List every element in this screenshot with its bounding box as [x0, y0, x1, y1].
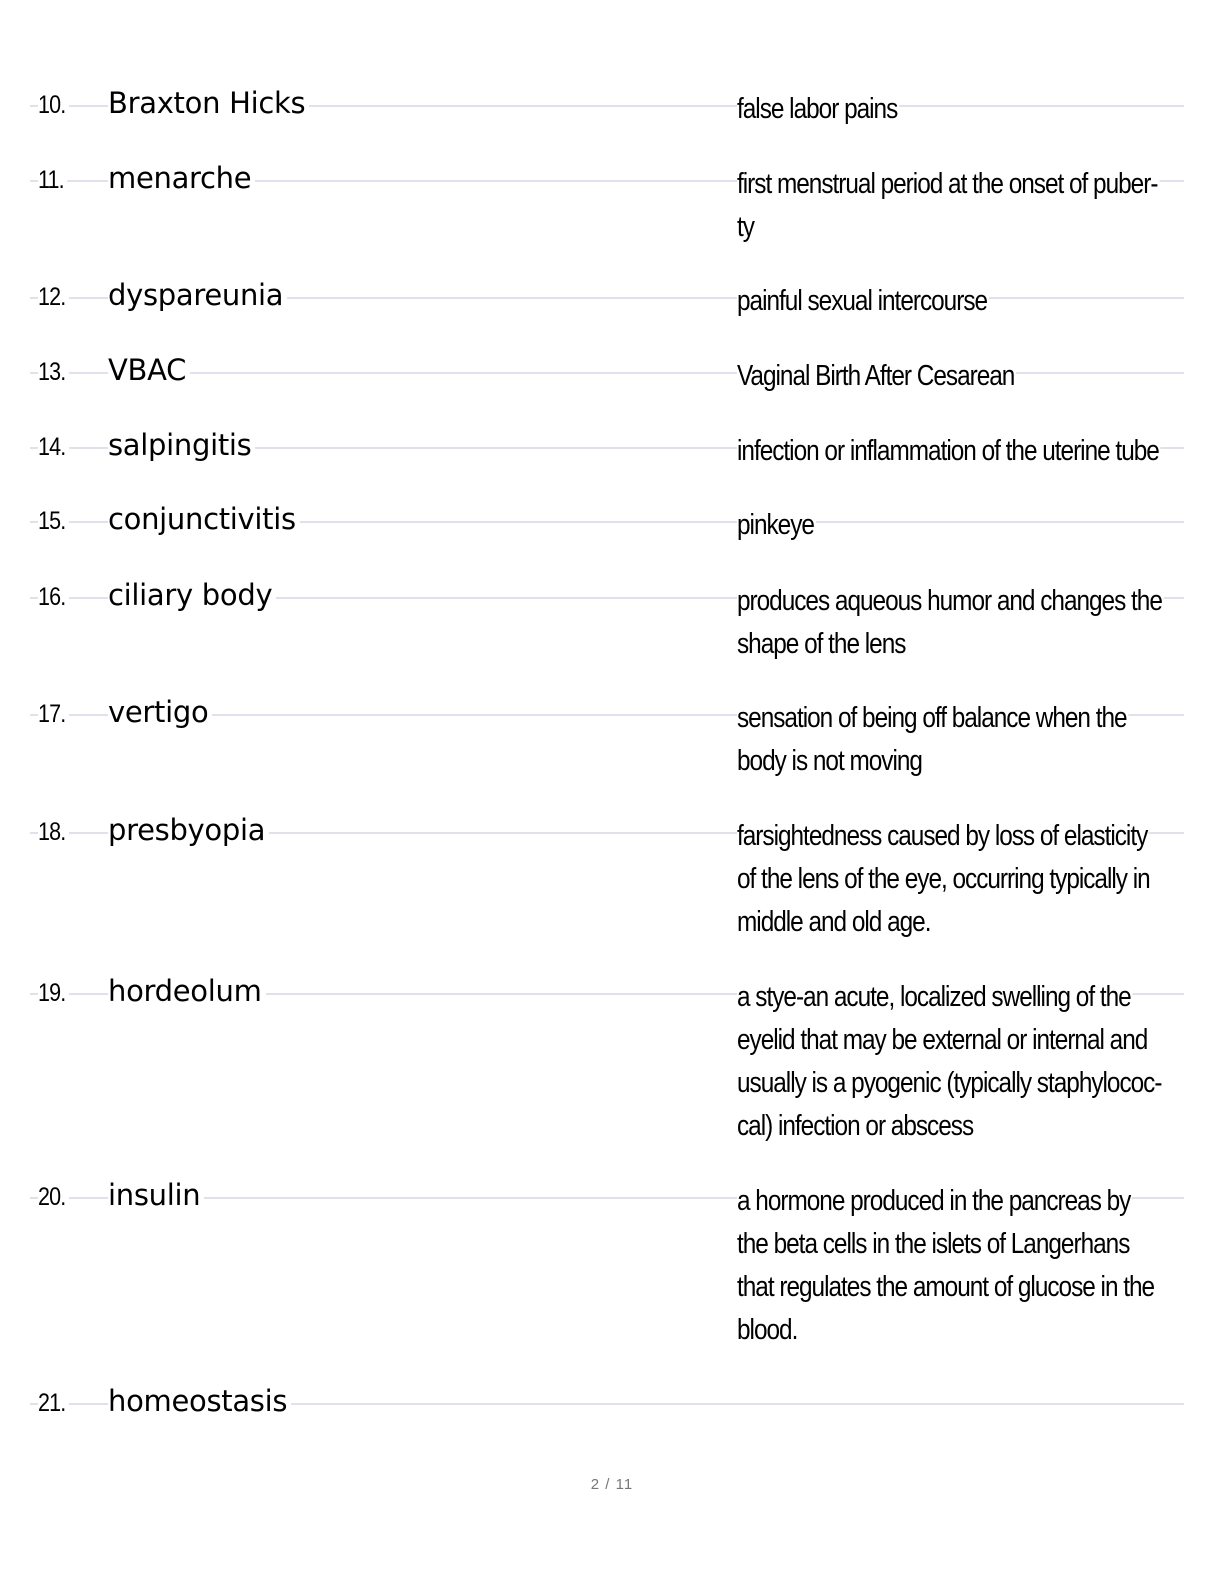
term-text: salpingitis	[108, 428, 255, 462]
definition-line: body is not moving	[737, 745, 922, 777]
definition-line: a stye-an acute, localized swelling of the	[737, 981, 1131, 1013]
term-number: 16.	[38, 582, 69, 612]
definition-line: false labor pains	[737, 93, 898, 125]
term-text: insulin	[108, 1178, 204, 1212]
term-number: 21.	[38, 1388, 69, 1418]
term-number: 11.	[38, 165, 67, 195]
definition-line: cal) infection or abscess	[737, 1110, 974, 1142]
term-text: ciliary body	[108, 578, 276, 612]
term-number: 17.	[38, 699, 69, 729]
definition-line: that regulates the amount of glucose in the	[737, 1271, 1155, 1303]
definition-text	[737, 976, 1174, 1148]
definition-line: pinkeye	[737, 509, 814, 541]
definition-line: middle and old age.	[737, 906, 931, 938]
definition-line: ty	[737, 211, 754, 243]
term-text: presbyopia	[108, 813, 269, 847]
definition-line: sensation of being off balance when the	[737, 702, 1127, 734]
definition-text	[737, 355, 1174, 398]
term-text: vertigo	[108, 695, 212, 729]
term-number: 18.	[38, 817, 69, 847]
definition-line: painful sexual intercourse	[737, 285, 988, 317]
definition-text	[737, 580, 1174, 666]
term-text: hordeolum	[108, 974, 266, 1008]
term-text: VBAC	[108, 353, 190, 387]
definition-line: farsightedness caused by loss of elasticity	[737, 820, 1148, 852]
definition-line: Vaginal Birth After Cesarean	[737, 360, 1015, 392]
term-number: 12.	[38, 282, 69, 312]
definition-line: first menstrual period at the onset of puber-	[737, 168, 1158, 200]
term-number: 13.	[38, 357, 69, 387]
definition-line: blood.	[737, 1314, 798, 1346]
term-text: menarche	[108, 161, 255, 195]
term-number: 15.	[38, 506, 69, 536]
term-number: 14.	[38, 432, 69, 462]
definition-text	[737, 1180, 1174, 1352]
term-number: 20.	[38, 1182, 69, 1212]
definition-text	[737, 88, 1174, 131]
term-text: conjunctivitis	[108, 502, 300, 536]
definition-text	[737, 280, 1174, 323]
term-text: homeostasis	[108, 1384, 291, 1418]
term-number: 19.	[38, 978, 69, 1008]
term-text: Braxton Hicks	[108, 86, 309, 120]
definition-line: eyelid that may be external or internal and	[737, 1024, 1148, 1056]
definition-text	[737, 697, 1174, 783]
page-number: 2 / 11	[590, 1476, 634, 1493]
definition-text	[737, 504, 1174, 547]
definition-text	[737, 430, 1174, 473]
term-text: dyspareunia	[108, 278, 287, 312]
definition-text	[737, 163, 1174, 249]
definition-line: of the lens of the eye, occurring typically in	[737, 863, 1150, 895]
definition-line: usually is a pyogenic (typically staphylococ-	[737, 1067, 1162, 1099]
term-number: 10.	[38, 90, 69, 120]
definition-text	[737, 815, 1174, 944]
definition-line: infection or inflammation of the uterine tube	[737, 435, 1159, 467]
definition-line: the beta cells in the islets of Langerhans	[737, 1228, 1130, 1260]
definition-line: produces aqueous humor and changes the	[737, 585, 1162, 617]
definition-line: shape of the lens	[737, 628, 906, 660]
definition-line: a hormone produced in the pancreas by	[737, 1185, 1131, 1217]
